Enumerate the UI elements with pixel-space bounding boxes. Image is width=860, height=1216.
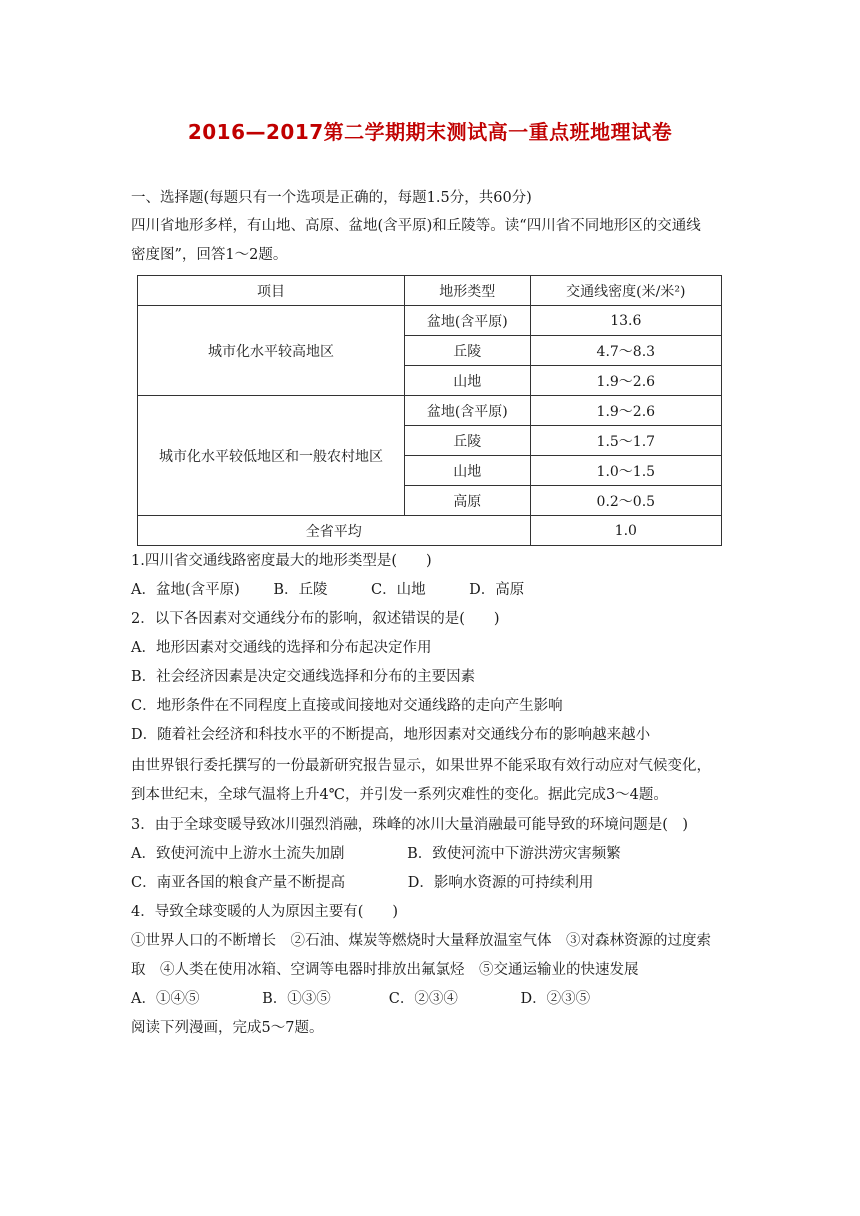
section-heading: 一、选择题(每题只有一个选项是正确的，每题1.5分，共60分) <box>131 190 532 206</box>
statement-line: ①世界人口的不断增长 ②石油、煤炭等燃烧时大量释放温室气体 ③对森林资源的过度索 <box>131 933 711 949</box>
density-cell: 1.5～1.7 <box>530 426 721 456</box>
terrain-cell: 山地 <box>405 456 531 486</box>
traffic-density-table <box>137 275 722 546</box>
density-cell: 13.6 <box>530 306 721 336</box>
intro-line: 密度图”，回答1～2题。 <box>131 247 288 263</box>
density-cell: 1.9～2.6 <box>530 366 721 396</box>
terrain-cell: 丘陵 <box>405 336 531 366</box>
table-row <box>138 306 722 336</box>
passage-line: 到本世纪末，全球气温将上升4℃，并引发一系列灾难性的变化。据此完成3～4题。 <box>131 787 668 803</box>
average-label-cell: 全省平均 <box>138 516 531 546</box>
density-cell: 4.7～8.3 <box>530 336 721 366</box>
option-line: A．地形因素对交通线的选择和分布起决定作用 <box>131 640 432 656</box>
question-line: 3．由于全球变暖导致冰川强烈消融，珠峰的冰川大量消融最可能导致的环境问题是( ) <box>131 817 689 833</box>
passage-line: 由世界银行委托撰写的一份最新研究报告显示，如果世界不能采取有效行动应对气候变化， <box>131 758 711 774</box>
instruction-line: 阅读下列漫画，完成5～7题。 <box>131 1020 324 1036</box>
terrain-cell: 盆地(含平原) <box>405 396 531 426</box>
option-line: C．地形条件在不同程度上直接或间接地对交通线路的走向产生影响 <box>131 698 563 714</box>
density-cell: 0.2～0.5 <box>530 486 721 516</box>
terrain-cell: 高原 <box>405 486 531 516</box>
option-line: B．社会经济因素是决定交通线选择和分布的主要因素 <box>131 669 476 685</box>
question-line: 2．以下各因素对交通线分布的影响，叙述错误的是( ) <box>131 611 500 627</box>
density-cell: 1.0～1.5 <box>530 456 721 486</box>
density-cell: 1.9～2.6 <box>530 396 721 426</box>
group-label-cell: 城市化水平较低地区和一般农村地区 <box>138 396 405 516</box>
average-value-cell: 1.0 <box>530 516 721 546</box>
question-line: 1.四川省交通线路密度最大的地形类型是( ) <box>131 553 432 569</box>
table-header-row <box>138 276 722 306</box>
terrain-cell: 山地 <box>405 366 531 396</box>
option-line: C．南亚各国的粮食产量不断提高 D．影响水资源的可持续利用 <box>131 875 594 891</box>
table-row-average <box>138 516 722 546</box>
intro-line: 四川省地形多样，有山地、高原、盆地(含平原)和丘陵等。读“四川省不同地形区的交通线 <box>131 218 701 234</box>
terrain-cell: 丘陵 <box>405 426 531 456</box>
option-line: A．①④⑤ B．①③⑤ C．②③④ D．②③⑤ <box>131 991 591 1007</box>
option-line: A．致使河流中上游水土流失加剧 B．致使河流中下游洪涝灾害频繁 <box>131 846 621 862</box>
option-line: D．随着社会经济和科技水平的不断提高，地形因素对交通线分布的影响越来越小 <box>131 727 651 743</box>
question-line: 4．导致全球变暖的人为原因主要有( ) <box>131 904 399 920</box>
header-cell: 项目 <box>138 276 405 306</box>
group-label-cell: 城市化水平较高地区 <box>138 306 405 396</box>
statement-line: 取 ④人类在使用冰箱、空调等电器时排放出氟氯烃 ⑤交通运输业的快速发展 <box>131 962 639 978</box>
header-cell: 交通线密度(米/米²) <box>530 276 721 306</box>
option-line: A．盆地(含平原) B．丘陵 C．山地 D．高原 <box>131 582 525 598</box>
exam-title: 2016—2017第二学期期末测试高一重点班地理试卷 <box>187 120 673 144</box>
terrain-cell: 盆地(含平原) <box>405 306 531 336</box>
table-row <box>138 396 722 426</box>
header-cell: 地形类型 <box>405 276 531 306</box>
